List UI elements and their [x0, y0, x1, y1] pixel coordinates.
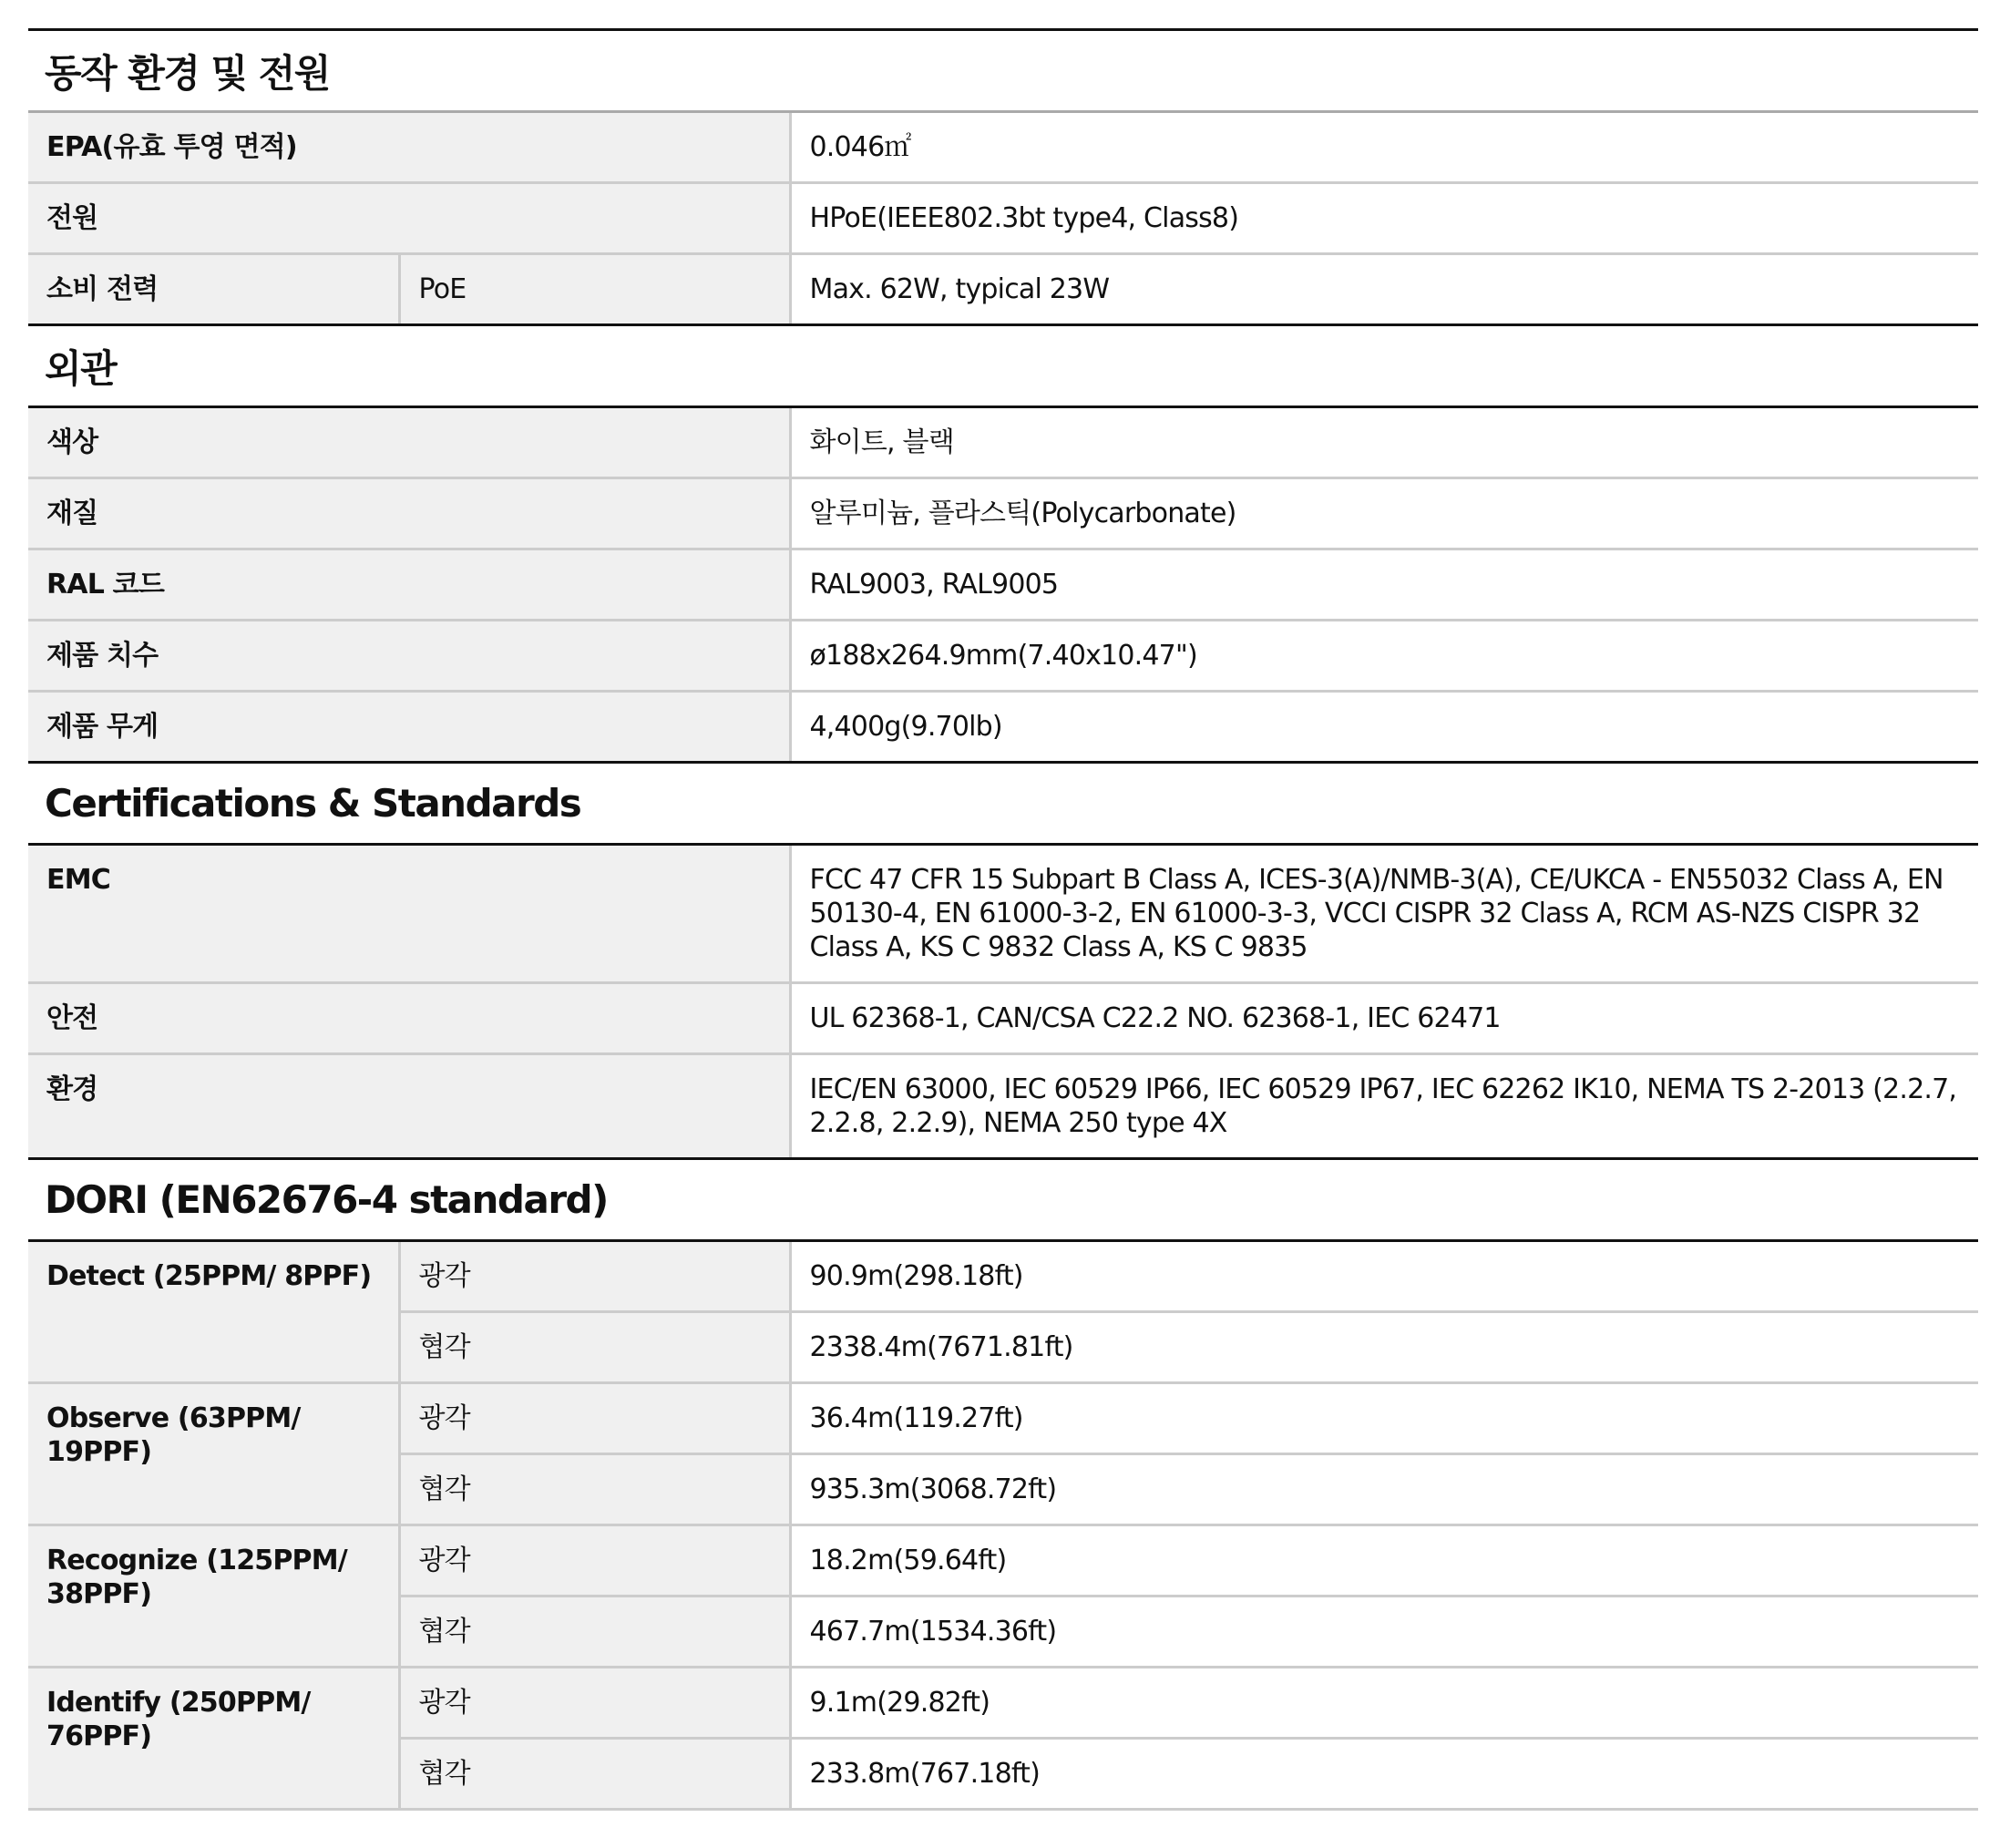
- table-row-environment: [28, 1054, 1978, 1158]
- table-row-recognize-wide: [28, 1525, 1978, 1596]
- dori-table: [28, 1242, 1978, 1808]
- distance-value: 233.8m(767.18ft): [790, 1739, 1978, 1809]
- row-label: RAL 코드: [28, 549, 790, 621]
- row-value: Max. 62W, typical 23W: [790, 254, 1978, 324]
- table-row-ral: [28, 549, 1978, 621]
- section-title-appearance: 외관: [28, 323, 1978, 406]
- lens-label: 광각: [399, 1383, 790, 1454]
- row-label: 소비 전력: [28, 254, 399, 324]
- section-title-power: 동작 환경 및 전원: [28, 28, 1978, 110]
- table-row-dimensions: [28, 621, 1978, 692]
- appearance-table-wrap: [28, 406, 1978, 761]
- row-label: 안전: [28, 983, 790, 1054]
- dori-level-label: Identify (250PPM/ 76PPF): [28, 1668, 399, 1809]
- table-row-observe-wide: [28, 1383, 1978, 1454]
- lens-label: 광각: [399, 1242, 790, 1312]
- dori-level-label: Recognize (125PPM/ 38PPF): [28, 1525, 399, 1668]
- lens-label: 광각: [399, 1668, 790, 1739]
- row-sublabel: PoE: [399, 254, 790, 324]
- table-row-emc: [28, 846, 1978, 983]
- spec-sheet: [28, 28, 1978, 1811]
- table-row-material: [28, 478, 1978, 549]
- lens-label: 협각: [399, 1312, 790, 1383]
- table-row-power-consumption: [28, 254, 1978, 324]
- distance-value: 2338.4m(7671.81ft): [790, 1312, 1978, 1383]
- section-title-dori: DORI (EN62676-4 standard): [28, 1157, 1978, 1239]
- row-value: HPoE(IEEE802.3bt type4, Class8): [790, 183, 1978, 254]
- distance-value: 9.1m(29.82ft): [790, 1668, 1978, 1739]
- row-value: IEC/EN 63000, IEC 60529 IP66, IEC 60529 IP67, IEC 62262 IK10, NEMA TS 2-2013 (2.2.7, 2.2.8, 2.2.9), NEMA 250 type 4X: [790, 1054, 1978, 1158]
- appearance-table: [28, 408, 1978, 761]
- row-value: FCC 47 CFR 15 Subpart B Class A, ICES-3(A)/NMB-3(A), CE/UKCA - EN55032 Class A, EN 50130-4, EN 61000-3-2, EN 61000-3-3, VCCI CISPR 32 Class A, RCM AS-NZS CISPR 32 Class A, KS C 9832 Class A, KS C 9835: [790, 846, 1978, 983]
- lens-label: 협각: [399, 1739, 790, 1809]
- certifications-table-wrap: [28, 843, 1978, 1157]
- row-label: 재질: [28, 478, 790, 549]
- row-label: EMC: [28, 846, 790, 983]
- row-label: 환경: [28, 1054, 790, 1158]
- row-value: 4,400g(9.70lb): [790, 692, 1978, 762]
- power-table-wrap: [28, 110, 1978, 323]
- dori-level-label: Detect (25PPM/ 8PPF): [28, 1242, 399, 1383]
- row-label: EPA(유효 투영 면적): [28, 113, 790, 183]
- table-row-safety: [28, 983, 1978, 1054]
- lens-label: 협각: [399, 1596, 790, 1668]
- row-value: 알루미늄, 플라스틱(Polycarbonate): [790, 478, 1978, 549]
- dori-table-wrap: [28, 1239, 1978, 1811]
- power-table: [28, 113, 1978, 323]
- row-label: 색상: [28, 408, 790, 478]
- row-label: 전원: [28, 183, 790, 254]
- certifications-table: [28, 846, 1978, 1157]
- lens-label: 협각: [399, 1454, 790, 1525]
- lens-label: 광각: [399, 1525, 790, 1596]
- distance-value: 18.2m(59.64ft): [790, 1525, 1978, 1596]
- row-value: 0.046㎡: [790, 113, 1978, 183]
- row-value: 화이트, 블랙: [790, 408, 1978, 478]
- row-value: RAL9003, RAL9005: [790, 549, 1978, 621]
- table-row-color: [28, 408, 1978, 478]
- section-title-certifications: Certifications & Standards: [28, 761, 1978, 843]
- row-value: ø188x264.9mm(7.40x10.47"): [790, 621, 1978, 692]
- distance-value: 36.4m(119.27ft): [790, 1383, 1978, 1454]
- distance-value: 90.9m(298.18ft): [790, 1242, 1978, 1312]
- row-label: 제품 치수: [28, 621, 790, 692]
- distance-value: 467.7m(1534.36ft): [790, 1596, 1978, 1668]
- table-row-detect-wide: [28, 1242, 1978, 1312]
- distance-value: 935.3m(3068.72ft): [790, 1454, 1978, 1525]
- dori-level-label: Observe (63PPM/ 19PPF): [28, 1383, 399, 1525]
- table-row-identify-wide: [28, 1668, 1978, 1739]
- table-row-weight: [28, 692, 1978, 762]
- row-value: UL 62368-1, CAN/CSA C22.2 NO. 62368-1, IEC 62471: [790, 983, 1978, 1054]
- table-row-power-source: [28, 183, 1978, 254]
- row-label: 제품 무게: [28, 692, 790, 762]
- table-row-epa: [28, 113, 1978, 183]
